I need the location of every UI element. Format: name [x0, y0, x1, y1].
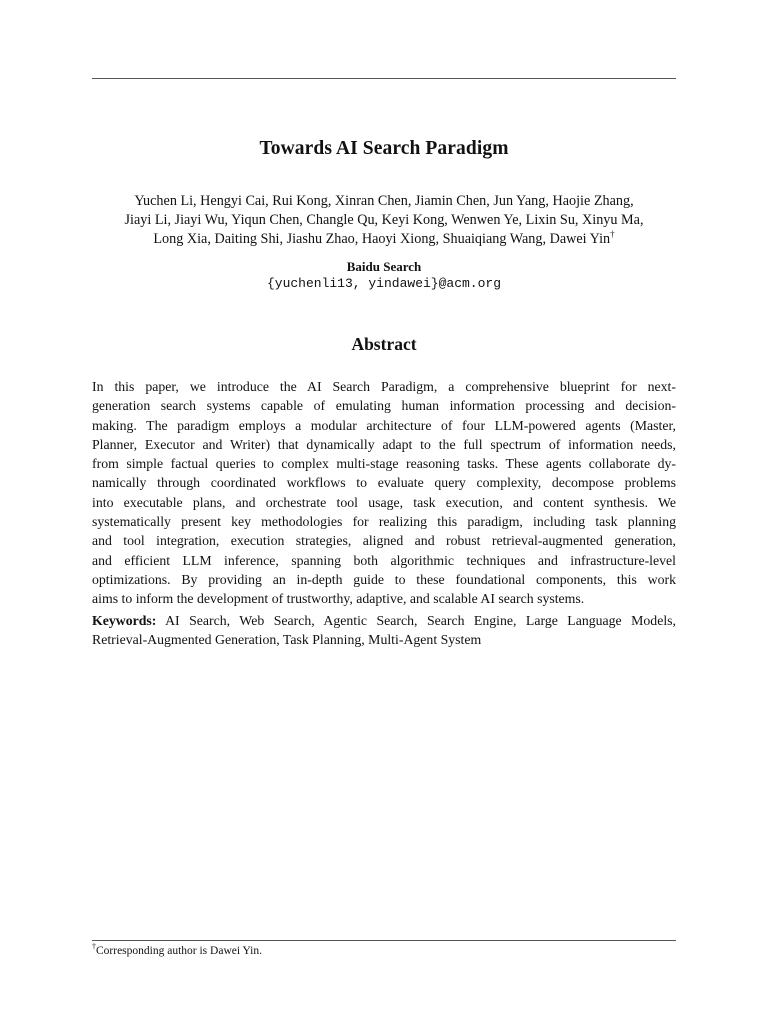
abstract-heading: Abstract: [351, 334, 417, 354]
abstract-body: [92, 377, 676, 609]
author-line: [92, 230, 676, 249]
author-line-text: Long Xia, Daiting Shi, Jiashu Zhao, Haoyi Xiong, Shuaiqiang Wang, Dawei Yin: [153, 231, 611, 247]
abstract-line: aims to inform the development of trustworthy, adaptive, and scalable AI search systems.: [92, 591, 585, 607]
author-list: [92, 192, 676, 249]
abstract-line: namically through coordinated workflows to evaluate query complexity, decompose problems: [92, 475, 676, 491]
footnote: [92, 944, 676, 959]
abstract-line: generation search systems capable of emulating human information processing and decision-: [92, 398, 676, 414]
keywords-text: AI Search, Web Search, Agentic Search, Search Engine, Large Language Models,: [165, 613, 676, 628]
abstract-line: Planner, Executor and Writer) that dynamically adapt to the full spectrum of information needs,: [92, 436, 676, 452]
abstract-line: systematically present key methodologies for realizing this paradigm, including task planning: [92, 514, 676, 530]
contact-email: {yuchenli13, yindawei}@acm.org: [266, 276, 502, 291]
header-rule: [92, 78, 676, 79]
paper-title: Towards AI Search Paradigm: [259, 138, 509, 159]
footnote-rule: [92, 940, 676, 941]
abstract-line: making. The paradigm employs a modular architecture of four LLM-powered agents (Master,: [92, 417, 676, 433]
footnote-text: Corresponding author is Dawei Yin.: [96, 945, 262, 957]
abstract-line: and efficient LLM inference, spanning both algorithmic techniques and infrastructure-level: [92, 552, 676, 568]
abstract-line: from simple factual queries to complex multi-stage reasoning tasks. These agents collaborate dy-: [92, 456, 676, 472]
keywords-section: [92, 611, 676, 650]
footnote-marker: †: [92, 942, 96, 951]
corresponding-author-mark: †: [610, 229, 615, 239]
abstract-line: In this paper, we introduce the AI Search Paradigm, a comprehensive blueprint for next-: [92, 379, 676, 394]
keywords-line: Retrieval-Augmented Generation, Task Planning, Multi-Agent System: [92, 632, 482, 648]
author-line: Jiayi Li, Jiayi Wu, Yiqun Chen, Changle Qu, Keyi Kong, Wenwen Ye, Lixin Su, Xinyu Ma,: [124, 212, 644, 228]
abstract-line: optimizations. By providing an in-depth guide to these foundational components, this work: [92, 571, 676, 587]
abstract-line: and tool integration, execution strategies, aligned and robust retrieval-augmented generation,: [92, 533, 676, 549]
keywords-label: Keywords:: [92, 613, 157, 628]
abstract-line: into executable plans, and orchestrate tool usage, task execution, and content synthesis. We: [92, 494, 676, 510]
affiliation: Baidu Search: [346, 259, 422, 274]
author-line: Yuchen Li, Hengyi Cai, Rui Kong, Xinran Chen, Jiamin Chen, Jun Yang, Haojie Zhang,: [134, 193, 634, 209]
keywords-line: [92, 611, 676, 630]
